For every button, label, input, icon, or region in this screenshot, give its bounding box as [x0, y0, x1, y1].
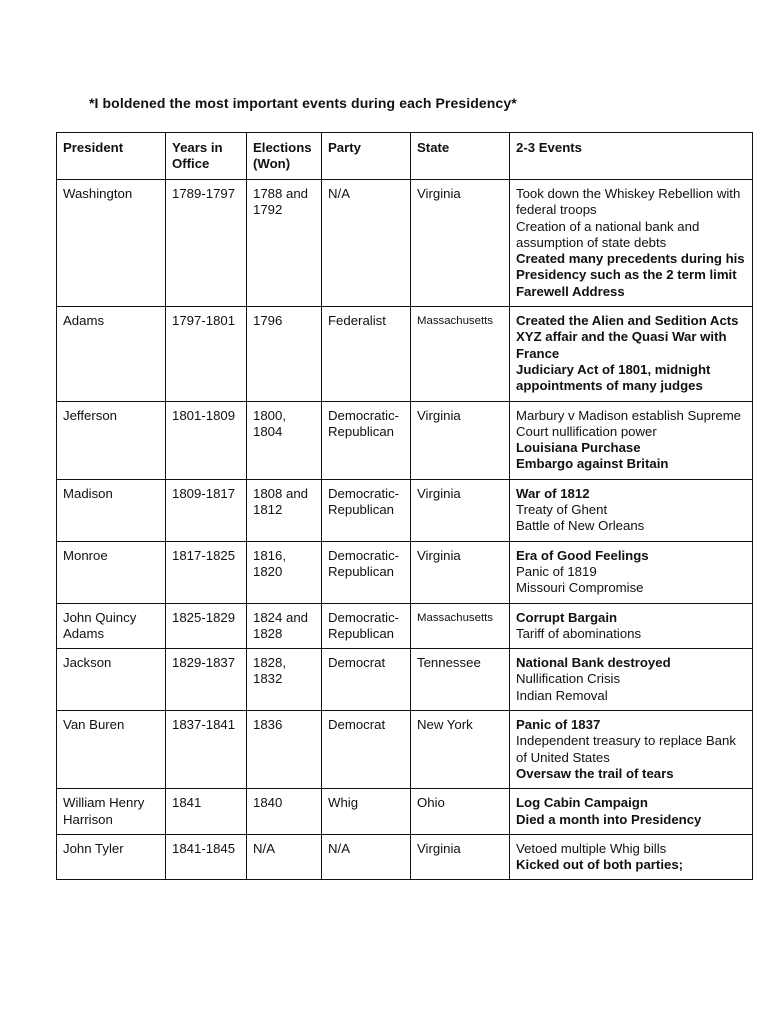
event-item: Treaty of Ghent — [516, 502, 608, 518]
important-event: Created the Alien and Sedition Acts — [516, 313, 739, 329]
party-cell: Democratic-Republican — [322, 603, 411, 649]
events-cell — [510, 180, 753, 307]
event-item: Independent treasury to replace Bank of United States — [516, 733, 736, 765]
elections-cell: 1840 — [247, 789, 322, 835]
event-item: Took down the Whiskey Rebellion with federal troops — [516, 186, 741, 218]
elections-cell: 1824 and 1828 — [247, 603, 322, 649]
important-event: National Bank destroyed — [516, 655, 671, 671]
president-cell: Washington — [57, 180, 166, 307]
table-row — [57, 401, 753, 479]
party-cell: N/A — [322, 834, 411, 880]
years-cell: 1837-1841 — [166, 711, 247, 789]
event-item: Marbury v Madison establish Supreme Court nullification power — [516, 407, 742, 439]
elections-cell: 1816, 1820 — [247, 541, 322, 603]
column-header-elections: Elections (Won) — [247, 133, 322, 180]
table-body — [57, 180, 753, 880]
table-row — [57, 789, 753, 835]
party-cell: Democrat — [322, 711, 411, 789]
important-event: Oversaw the trail of tears — [516, 765, 674, 781]
state-cell: New York — [411, 711, 510, 789]
event-item: Indian Removal — [516, 687, 608, 703]
table-row — [57, 479, 753, 541]
events-cell — [510, 401, 753, 479]
events-cell — [510, 649, 753, 711]
years-cell: 1817-1825 — [166, 541, 247, 603]
years-cell: 1789-1797 — [166, 180, 247, 307]
events-cell — [510, 603, 753, 649]
table-row — [57, 180, 753, 307]
important-event: XYZ affair and the Quasi War with France — [516, 329, 727, 361]
party-cell: Democrat — [322, 649, 411, 711]
column-header-state: State — [411, 133, 510, 180]
state-cell: Ohio — [411, 789, 510, 835]
president-cell: William Henry Harrison — [57, 789, 166, 835]
elections-cell: 1828, 1832 — [247, 649, 322, 711]
state-cell: Massachusetts — [411, 307, 510, 401]
party-cell: Democratic-Republican — [322, 479, 411, 541]
president-cell: John Tyler — [57, 834, 166, 880]
president-cell: Monroe — [57, 541, 166, 603]
important-event: Died a month into Presidency — [516, 811, 702, 827]
boldened-events-note: *I boldened the most important events during each Presidency* — [89, 95, 517, 111]
elections-cell: 1796 — [247, 307, 322, 401]
event-item: Creation of a national bank and assumption of state debts — [516, 218, 700, 250]
president-cell: Adams — [57, 307, 166, 401]
presidents-table — [56, 132, 753, 880]
party-cell: Democratic-Republican — [322, 541, 411, 603]
party-cell: Whig — [322, 789, 411, 835]
events-cell — [510, 479, 753, 541]
table-row — [57, 541, 753, 603]
years-cell: 1809-1817 — [166, 479, 247, 541]
important-event: Judiciary Act of 1801, midnight appointments of many judges — [516, 361, 711, 394]
important-event: Corrupt Bargain — [516, 609, 618, 625]
event-item: Battle of New Orleans — [516, 518, 645, 534]
table-row — [57, 603, 753, 649]
table-header-row — [57, 133, 753, 180]
state-cell: Massachusetts — [411, 603, 510, 649]
event-item: Vetoed multiple Whig bills — [516, 840, 667, 856]
elections-cell: N/A — [247, 834, 322, 880]
president-cell: Van Buren — [57, 711, 166, 789]
table-row — [57, 711, 753, 789]
elections-cell: 1800, 1804 — [247, 401, 322, 479]
important-event: Embargo against Britain — [516, 456, 669, 472]
events-cell — [510, 541, 753, 603]
event-item: Panic of 1819 — [516, 563, 597, 579]
event-item: Nullification Crisis — [516, 671, 621, 687]
state-cell: Tennessee — [411, 649, 510, 711]
elections-cell: 1836 — [247, 711, 322, 789]
party-cell: Democratic-Republican — [322, 401, 411, 479]
important-event: Louisiana Purchase — [516, 440, 641, 456]
important-event: Kicked out of both parties; — [516, 857, 684, 873]
column-header-party: Party — [322, 133, 411, 180]
important-event: Log Cabin Campaign — [516, 795, 648, 811]
event-item: Missouri Compromise — [516, 580, 644, 596]
elections-cell: 1808 and 1812 — [247, 479, 322, 541]
elections-cell: 1788 and 1792 — [247, 180, 322, 307]
important-event: Panic of 1837 — [516, 717, 601, 733]
table-row — [57, 834, 753, 880]
events-cell — [510, 307, 753, 401]
years-cell: 1829-1837 — [166, 649, 247, 711]
party-cell: Federalist — [322, 307, 411, 401]
important-event: Created many precedents during his Presidency such as the 2 term limit — [516, 251, 745, 283]
event-item: Tariff of abominations — [516, 625, 642, 641]
president-cell: Jackson — [57, 649, 166, 711]
table-row — [57, 649, 753, 711]
years-cell: 1797-1801 — [166, 307, 247, 401]
events-cell — [510, 711, 753, 789]
events-cell — [510, 834, 753, 880]
state-cell: Virginia — [411, 834, 510, 880]
column-header-years: Years in Office — [166, 133, 247, 180]
events-cell — [510, 789, 753, 835]
years-cell: 1841-1845 — [166, 834, 247, 880]
column-header-president: President — [57, 133, 166, 180]
president-cell: Jefferson — [57, 401, 166, 479]
column-header-events: 2-3 Events — [510, 133, 753, 180]
state-cell: Virginia — [411, 180, 510, 307]
state-cell: Virginia — [411, 541, 510, 603]
state-cell: Virginia — [411, 479, 510, 541]
years-cell: 1801-1809 — [166, 401, 247, 479]
important-event: War of 1812 — [516, 485, 590, 501]
table-row — [57, 307, 753, 401]
president-cell: John Quincy Adams — [57, 603, 166, 649]
state-cell: Virginia — [411, 401, 510, 479]
important-event: Farewell Address — [516, 283, 625, 299]
important-event: Era of Good Feelings — [516, 547, 649, 563]
years-cell: 1841 — [166, 789, 247, 835]
party-cell: N/A — [322, 180, 411, 307]
years-cell: 1825-1829 — [166, 603, 247, 649]
president-cell: Madison — [57, 479, 166, 541]
